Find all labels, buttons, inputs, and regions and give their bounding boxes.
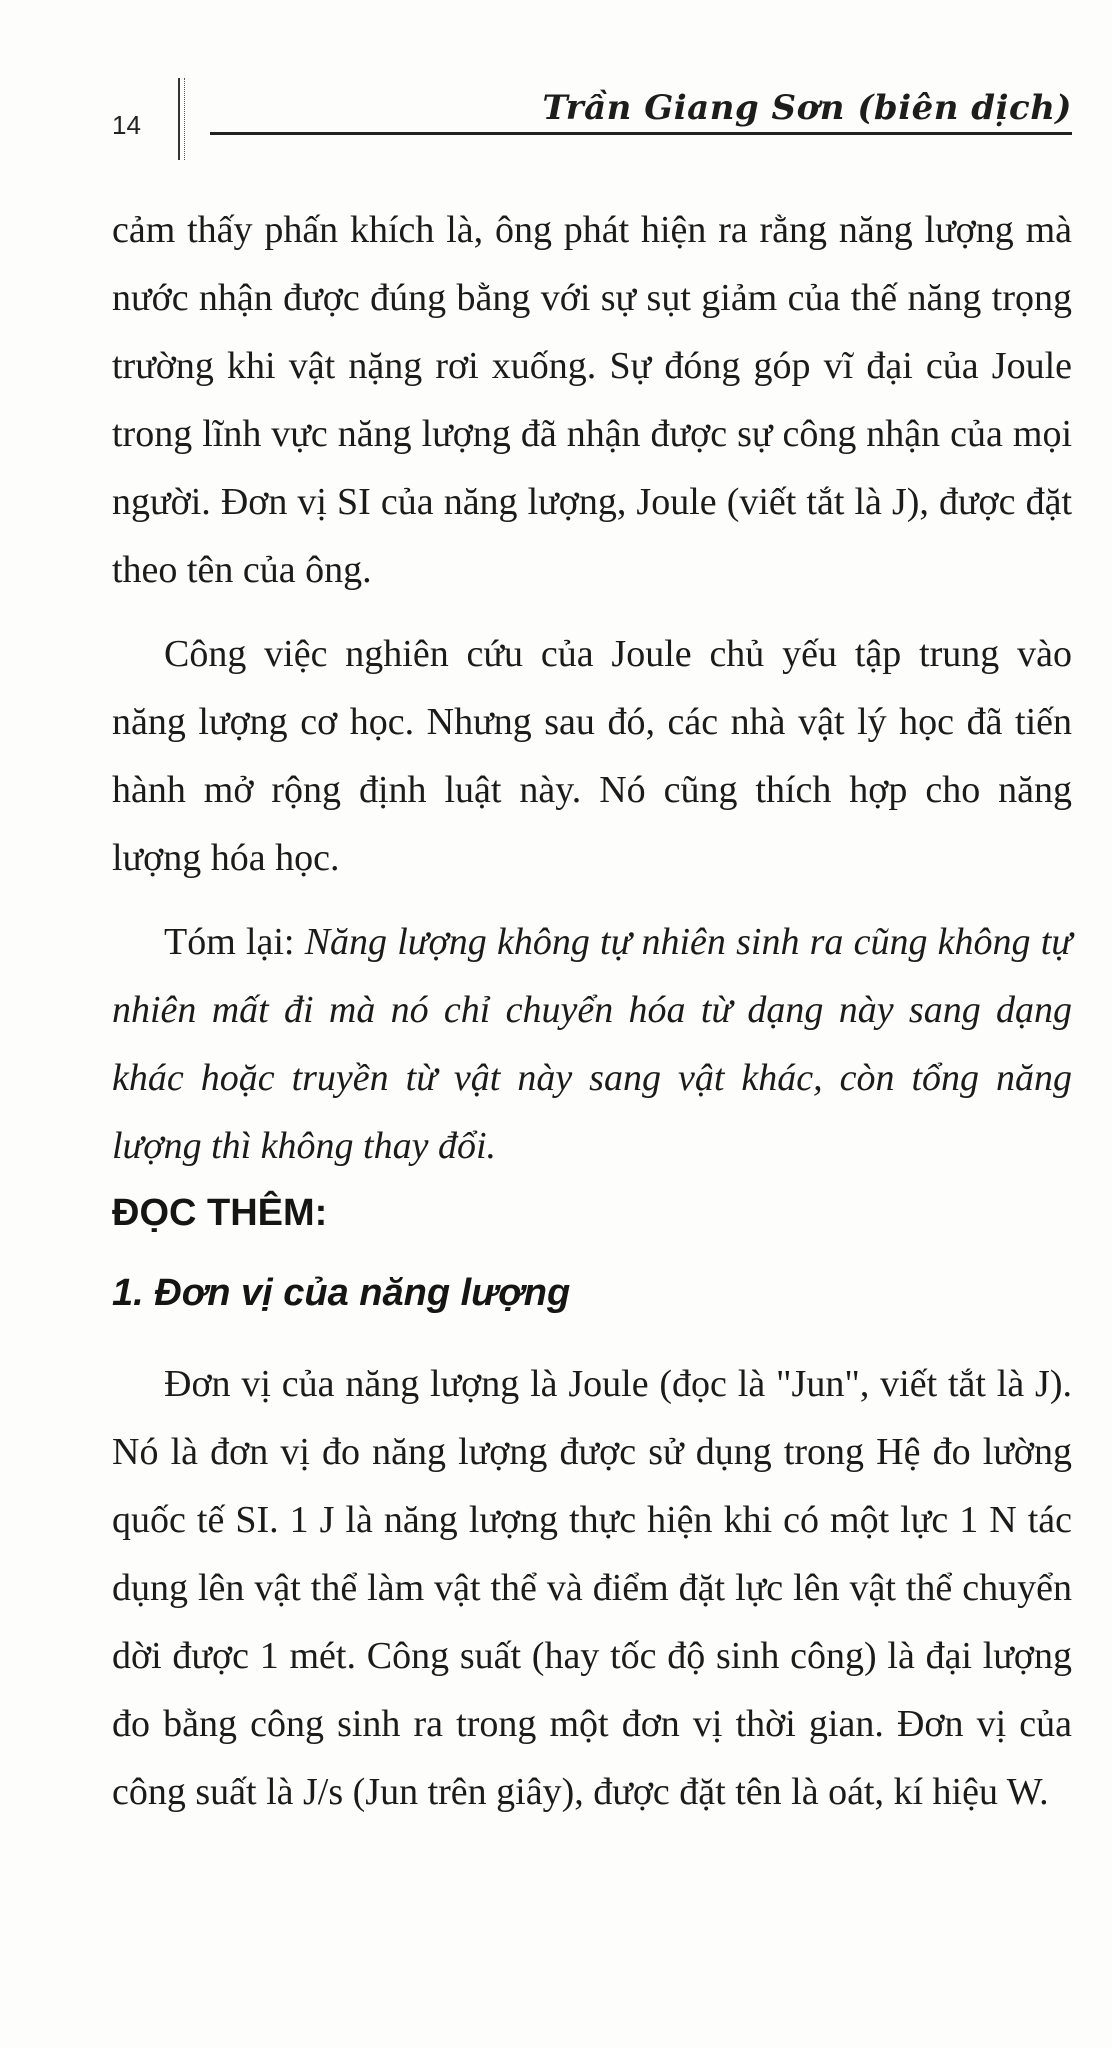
page-header — [0, 0, 1112, 180]
header-rule — [210, 132, 1072, 135]
section-text — [112, 1350, 1072, 1826]
page-number: 14 — [112, 110, 141, 140]
paragraph-continued: cảm thấy phấn khích là, ông phát hiện ra rằng năng lượng mà nước nhận được đúng bằng với sự sụt giảm của thế năng trọng trường khi vật nặng rơi xuống. Sự đóng góp vĩ đại của Joule trong lĩnh vực năng lượng đã nhận được sự công nhận của mọi người. Đơn vị SI của năng lượng, Joule (viết tắt là J), được đặt theo tên của ông. — [112, 209, 1072, 591]
paragraph-research: Công việc nghiên cứu của Joule chủ yếu tập trung vào năng lượng cơ học. Nhưng sau đó, các nhà vật lý học đã tiến hành mở rộng định luật này. Nó cũng thích hợp cho năng lượng hóa học. — [112, 633, 1072, 879]
subsection-heading: 1. Đơn vị của năng lượng — [112, 1272, 571, 1314]
summary-law: Năng lượng không tự nhiên sinh ra cũng không tự nhiên mất đi mà nó chỉ chuyển hóa từ dạng này sang dạng khác hoặc truyền từ vật này sang vật khác, còn tổng năng lượng thì không thay đổi. — [112, 921, 1072, 1167]
header-divider-bar — [178, 78, 185, 160]
running-title: Trần Giang Sơn (biên dịch) — [542, 88, 1072, 128]
paragraph-summary — [112, 908, 1072, 1180]
main-text — [112, 196, 1072, 1180]
paragraph-energy-unit: Đơn vị của năng lượng là Joule (đọc là "Jun", viết tắt là J). Nó là đơn vị đo năng lượng được sử dụng trong Hệ đo lường quốc tế SI. 1 J là năng lượng thực hiện khi có một lực 1 N tác dụng lên vật thể làm vật thể và điểm đặt lực lên vật thể chuyển dời được 1 mét. Công suất (hay tốc độ sinh công) là đại lượng đo bằng công sinh ra trong một đơn vị thời gian. Đơn vị của công suất là J/s (Jun trên giây), được đặt tên là oát, kí hiệu W. — [112, 1363, 1072, 1813]
summary-lead: Tóm lại: — [164, 921, 305, 963]
section-heading: ĐỌC THÊM: — [112, 1192, 328, 1234]
